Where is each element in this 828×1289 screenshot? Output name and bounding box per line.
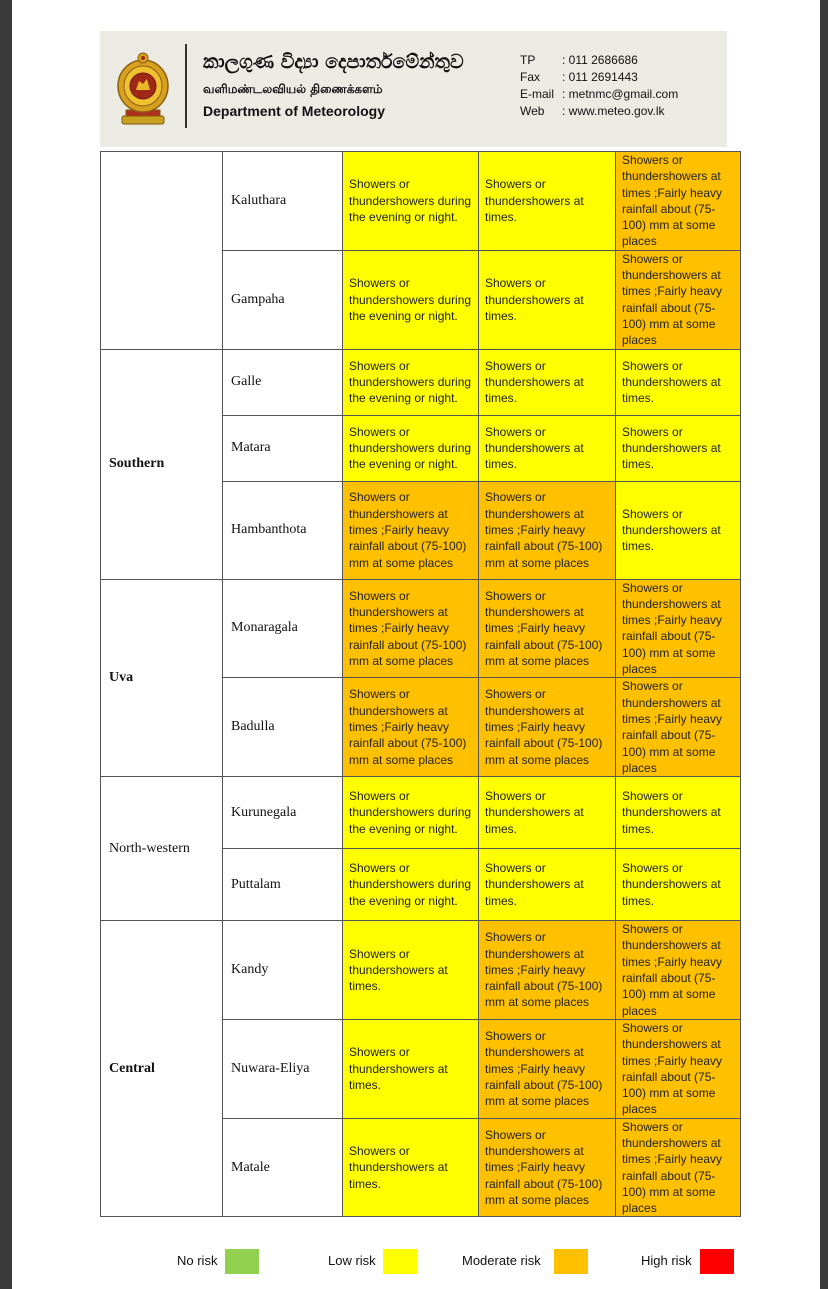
- district-cell: Matale: [223, 1118, 343, 1217]
- forecast-table: [100, 151, 741, 1217]
- document-page: [12, 0, 820, 1289]
- forecast-cell: Showers or thundershowers at times.: [616, 415, 741, 481]
- forecast-cell: Showers or thundershowers at times ;Fairly heavy rainfall about (75-100) mm at some places: [479, 579, 616, 678]
- forecast-cell: Showers or thundershowers at times.: [479, 415, 616, 481]
- district-cell: Badulla: [223, 678, 343, 777]
- province-cell: Uva: [101, 579, 223, 777]
- district-cell: Kaluthara: [223, 152, 343, 251]
- forecast-cell: Showers or thundershowers at times ;Fairly heavy rainfall about (75-100) mm at some places: [343, 481, 479, 579]
- org-name-tamil: வளிமண்டலவியல் திணைக்களம்: [203, 82, 383, 96]
- forecast-cell: Showers or thundershowers during the evening or night.: [343, 349, 479, 415]
- forecast-cell: Showers or thundershowers at times ;Fairly heavy rainfall about (75-100) mm at some places: [616, 579, 741, 678]
- legend-swatch-high-risk: [700, 1249, 734, 1274]
- forecast-cell: Showers or thundershowers at times.: [343, 1118, 479, 1217]
- legend-label-low-risk: Low risk: [328, 1253, 376, 1268]
- forecast-cell: Showers or thundershowers at times.: [479, 849, 616, 921]
- contact-row: [520, 104, 678, 121]
- legend-label-moderate-risk: Moderate risk: [462, 1253, 541, 1268]
- forecast-cell: Showers or thundershowers at times ;Fairly heavy rainfall about (75-100) mm at some places: [479, 1019, 616, 1118]
- contact-label: TP: [520, 53, 536, 67]
- forecast-cell: Showers or thundershowers at times.: [479, 777, 616, 849]
- forecast-cell: Showers or thundershowers at times ;Fairly heavy rainfall about (75-100) mm at some places: [616, 250, 741, 349]
- forecast-cell: Showers or thundershowers at times.: [343, 921, 479, 1020]
- district-cell: Hambanthota: [223, 481, 343, 579]
- forecast-cell: Showers or thundershowers during the evening or night.: [343, 777, 479, 849]
- table-row: [101, 777, 741, 849]
- header-divider: [185, 44, 187, 128]
- forecast-cell: Showers or thundershowers at times.: [616, 777, 741, 849]
- org-name-sinhala: කාලගුණ විද්‍යා දෙපාර්තමේන්තුව: [203, 51, 464, 73]
- legend-swatch-no-risk: [225, 1249, 259, 1274]
- district-cell: Gampaha: [223, 250, 343, 349]
- province-cell: [101, 152, 223, 350]
- contact-value[interactable]: : www.meteo.gov.lk: [562, 104, 665, 118]
- forecast-cell: Showers or thundershowers at times.: [479, 250, 616, 349]
- forecast-cell: Showers or thundershowers at times ;Fairly heavy rainfall about (75-100) mm at some places: [343, 579, 479, 678]
- contact-value: : 011 2686686: [562, 53, 638, 67]
- forecast-cell: Showers or thundershowers at times ;Fairly heavy rainfall about (75-100) mm at some places: [616, 152, 741, 251]
- forecast-cell: Showers or thundershowers during the evening or night.: [343, 250, 479, 349]
- risk-legend: [12, 1249, 820, 1275]
- legend-label-high-risk: High risk: [641, 1253, 692, 1268]
- forecast-cell: Showers or thundershowers at times.: [479, 152, 616, 251]
- district-cell: Matara: [223, 415, 343, 481]
- forecast-cell: Showers or thundershowers at times ;Fairly heavy rainfall about (75-100) mm at some places: [479, 1118, 616, 1217]
- forecast-cell: Showers or thundershowers at times.: [616, 849, 741, 921]
- forecast-cell: Showers or thundershowers during the evening or night.: [343, 415, 479, 481]
- table-row: [101, 349, 741, 415]
- forecast-cell: Showers or thundershowers at times ;Fairly heavy rainfall about (75-100) mm at some places: [343, 678, 479, 777]
- district-cell: Galle: [223, 349, 343, 415]
- contact-value[interactable]: : metnmc@gmail.com: [562, 87, 679, 101]
- legend-swatch-low-risk: [383, 1249, 417, 1274]
- forecast-cell: Showers or thundershowers at times ;Fairly heavy rainfall about (75-100) mm at some places: [616, 1118, 741, 1217]
- province-cell: Central: [101, 921, 223, 1217]
- national-emblem-icon: [116, 48, 170, 128]
- contact-row: [520, 53, 678, 70]
- forecast-cell: Showers or thundershowers at times.: [343, 1019, 479, 1118]
- forecast-cell: Showers or thundershowers at times ;Fairly heavy rainfall about (75-100) mm at some places: [479, 678, 616, 777]
- forecast-cell: Showers or thundershowers at times ;Fairly heavy rainfall about (75-100) mm at some places: [616, 1019, 741, 1118]
- contact-row: [520, 70, 678, 87]
- forecast-cell: Showers or thundershowers at times ;Fairly heavy rainfall about (75-100) mm at some places: [479, 921, 616, 1020]
- forecast-cell: Showers or thundershowers at times ;Fairly heavy rainfall about (75-100) mm at some places: [616, 921, 741, 1020]
- forecast-cell: Showers or thundershowers at times.: [479, 349, 616, 415]
- forecast-cell: Showers or thundershowers at times.: [616, 481, 741, 579]
- contact-value: : 011 2691443: [562, 70, 638, 84]
- district-cell: Nuwara-Eliya: [223, 1019, 343, 1118]
- contact-label: E-mail: [520, 87, 555, 101]
- table-row: [101, 921, 741, 1020]
- forecast-cell: Showers or thundershowers during the evening or night.: [343, 849, 479, 921]
- forecast-cell: Showers or thundershowers at times.: [616, 349, 741, 415]
- contact-row: [520, 87, 678, 104]
- forecast-cell: Showers or thundershowers at times ;Fairly heavy rainfall about (75-100) mm at some places: [616, 678, 741, 777]
- legend-swatch-moderate-risk: [554, 1249, 588, 1274]
- contact-label: Fax: [520, 70, 541, 84]
- table-row: [101, 152, 741, 251]
- contact-label: Web: [520, 104, 545, 118]
- district-cell: Kandy: [223, 921, 343, 1020]
- org-name-english: Department of Meteorology: [203, 103, 386, 119]
- forecast-cell: Showers or thundershowers during the evening or night.: [343, 152, 479, 251]
- district-cell: Monaragala: [223, 579, 343, 678]
- table-row: [101, 579, 741, 678]
- contact-block: [520, 53, 678, 121]
- legend-label-no-risk: No risk: [177, 1253, 218, 1268]
- province-cell: North-western: [101, 777, 223, 921]
- letterhead: [100, 31, 727, 147]
- forecast-cell: Showers or thundershowers at times ;Fairly heavy rainfall about (75-100) mm at some places: [479, 481, 616, 579]
- district-cell: Puttalam: [223, 849, 343, 921]
- district-cell: Kurunegala: [223, 777, 343, 849]
- province-cell: Southern: [101, 349, 223, 579]
